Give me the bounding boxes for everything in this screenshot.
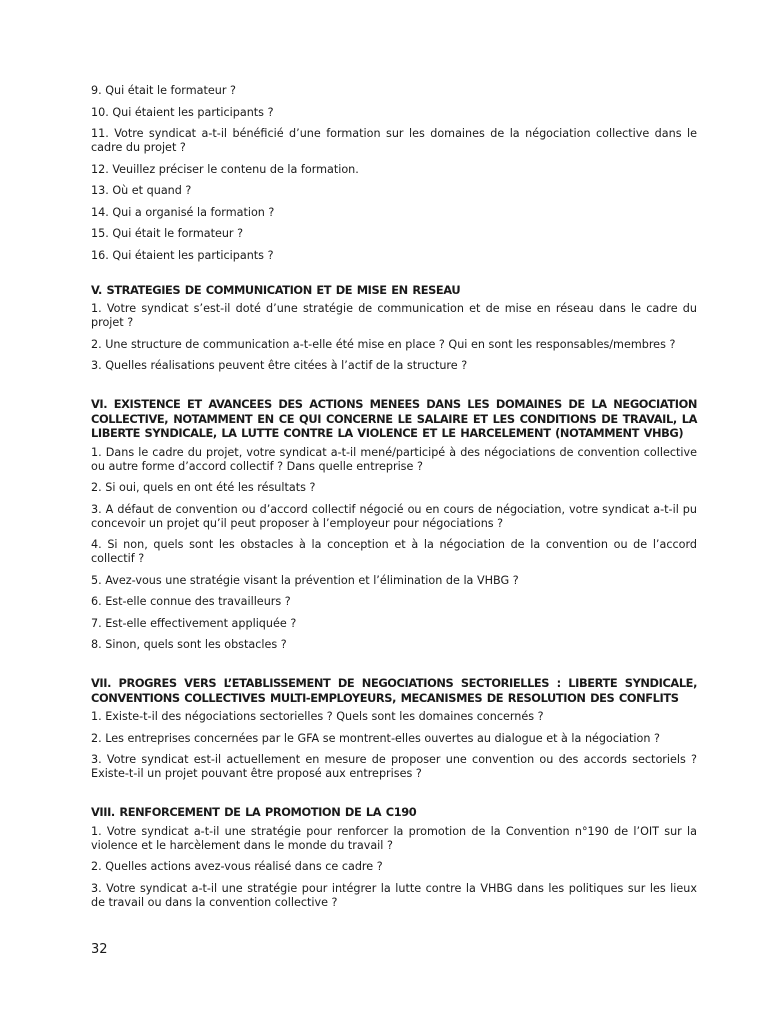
question-item: 4. Si non, quels sont les obstacles à la conception et à la négociation de la convention ou de l’accord collectif ?	[91, 538, 697, 565]
question-item: 5. Avez-vous une stratégie visant la prévention et l’élimination de la VHBG ?	[91, 573, 519, 587]
question-item: 7. Est-elle effectivement appliquée ?	[91, 616, 297, 630]
question-item: 2. Les entreprises concernées par le GFA se montrent-elles ouvertes au dialogue et à la négociation ?	[91, 731, 660, 745]
question-item: 15. Qui était le formateur ?	[91, 227, 244, 240]
question-item: 2. Une structure de communication a-t-elle été mise en place ? Qui en sont les responsables/membres ?	[91, 337, 676, 351]
document-page	[91, 84, 697, 917]
section-heading: V. STRATEGIES DE COMMUNICATION ET DE MISE EN RESEAU	[91, 282, 461, 297]
section-heading: VI. EXISTENCE ET AVANCEES DES ACTIONS MENEES DANS LES DOMAINES DE LA NEGOCIATION COLLECTIVE, NOTAMMENT EN CE QUI CONCERNE LE SALAIRE ET LES CONDITIONS DE TRAVAIL, LA LIBERTE SYNDICALE, LA LUTTE CONTRE LA VIOLENCE ET LE HARCELEMENT (NOTAMMENT VHBG)	[91, 397, 697, 440]
question-item: 3. A défaut de convention ou d’accord collectif négocié ou en cours de négociation, votre syndicat a-t-il pu concevoir un projet qu’il peut proposer à l’employeur pour négociations ?	[91, 502, 697, 530]
page-number: 32	[91, 942, 108, 957]
question-item: 6. Est-elle connue des travailleurs ?	[91, 595, 291, 608]
question-item: 3. Votre syndicat a-t-il une stratégie pour intégrer la lutte contre la VHBG dans les politiques sur les lieux de travail ou dans la convention collective ?	[91, 881, 697, 909]
section-negotiation-actions	[91, 397, 697, 652]
question-item: 16. Qui étaient les participants ?	[91, 248, 274, 262]
question-item: 10. Qui étaient les participants ?	[91, 105, 274, 119]
question-item: 2. Si oui, quels en ont été les résultats ?	[91, 481, 316, 494]
section-heading: VIII. RENFORCEMENT DE LA PROMOTION DE LA C190	[91, 805, 417, 819]
question-item: 1. Existe-t-il des négociations sectorielles ? Quels sont les domaines concernés ?	[91, 710, 544, 723]
question-item: 2. Quelles actions avez-vous réalisé dans ce cadre ?	[91, 860, 383, 873]
question-item: 8. Sinon, quels sont les obstacles ?	[91, 638, 287, 651]
question-item: 12. Veuillez préciser le contenu de la formation.	[91, 162, 359, 176]
question-item: 14. Qui a organisé la formation ?	[91, 205, 275, 219]
section-heading: VII. PROGRES VERS L’ETABLISSEMENT DE NEGOCIATIONS SECTORIELLES : LIBERTE SYNDICALE, CONVENTIONS COLLECTIVES MULTI-EMPLOYEURS, MECANISMES DE RESOLUTION DES CONFLITS	[91, 676, 697, 705]
section-sectoral-negotiations	[91, 676, 697, 781]
question-item: 1. Dans le cadre du projet, votre syndicat a-t-il mené/participé à des négociations de convention collective ou autre forme d’accord collectif ? Dans quelle entreprise ?	[91, 445, 697, 473]
question-item: 3. Quelles réalisations peuvent être citées à l’actif de la structure ?	[91, 359, 468, 372]
question-item: 13. Où et quand ?	[91, 184, 192, 197]
question-item: 9. Qui était le formateur ?	[91, 84, 236, 97]
question-item: 11. Votre syndicat a-t-il bénéficié d’une formation sur les domaines de la négociation collective dans le cadre du projet ?	[91, 127, 697, 154]
section-c190-promotion	[91, 805, 697, 910]
question-item: 1. Votre syndicat a-t-il une stratégie pour renforcer la promotion de la Convention n°190 de l’OIT sur la violence et le harcèlement dans le monde du travail ?	[91, 824, 697, 852]
intro-question-list	[91, 84, 697, 263]
question-item: 1. Votre syndicat s’est-il doté d’une stratégie de communication et de mise en réseau dans le cadre du projet ?	[91, 302, 697, 329]
question-item: 3. Votre syndicat est-il actuellement en mesure de proposer une convention ou des accords sectoriels ? Existe-t-il un projet pouvant être proposé aux entreprises ?	[91, 753, 697, 780]
section-communication	[91, 283, 697, 374]
